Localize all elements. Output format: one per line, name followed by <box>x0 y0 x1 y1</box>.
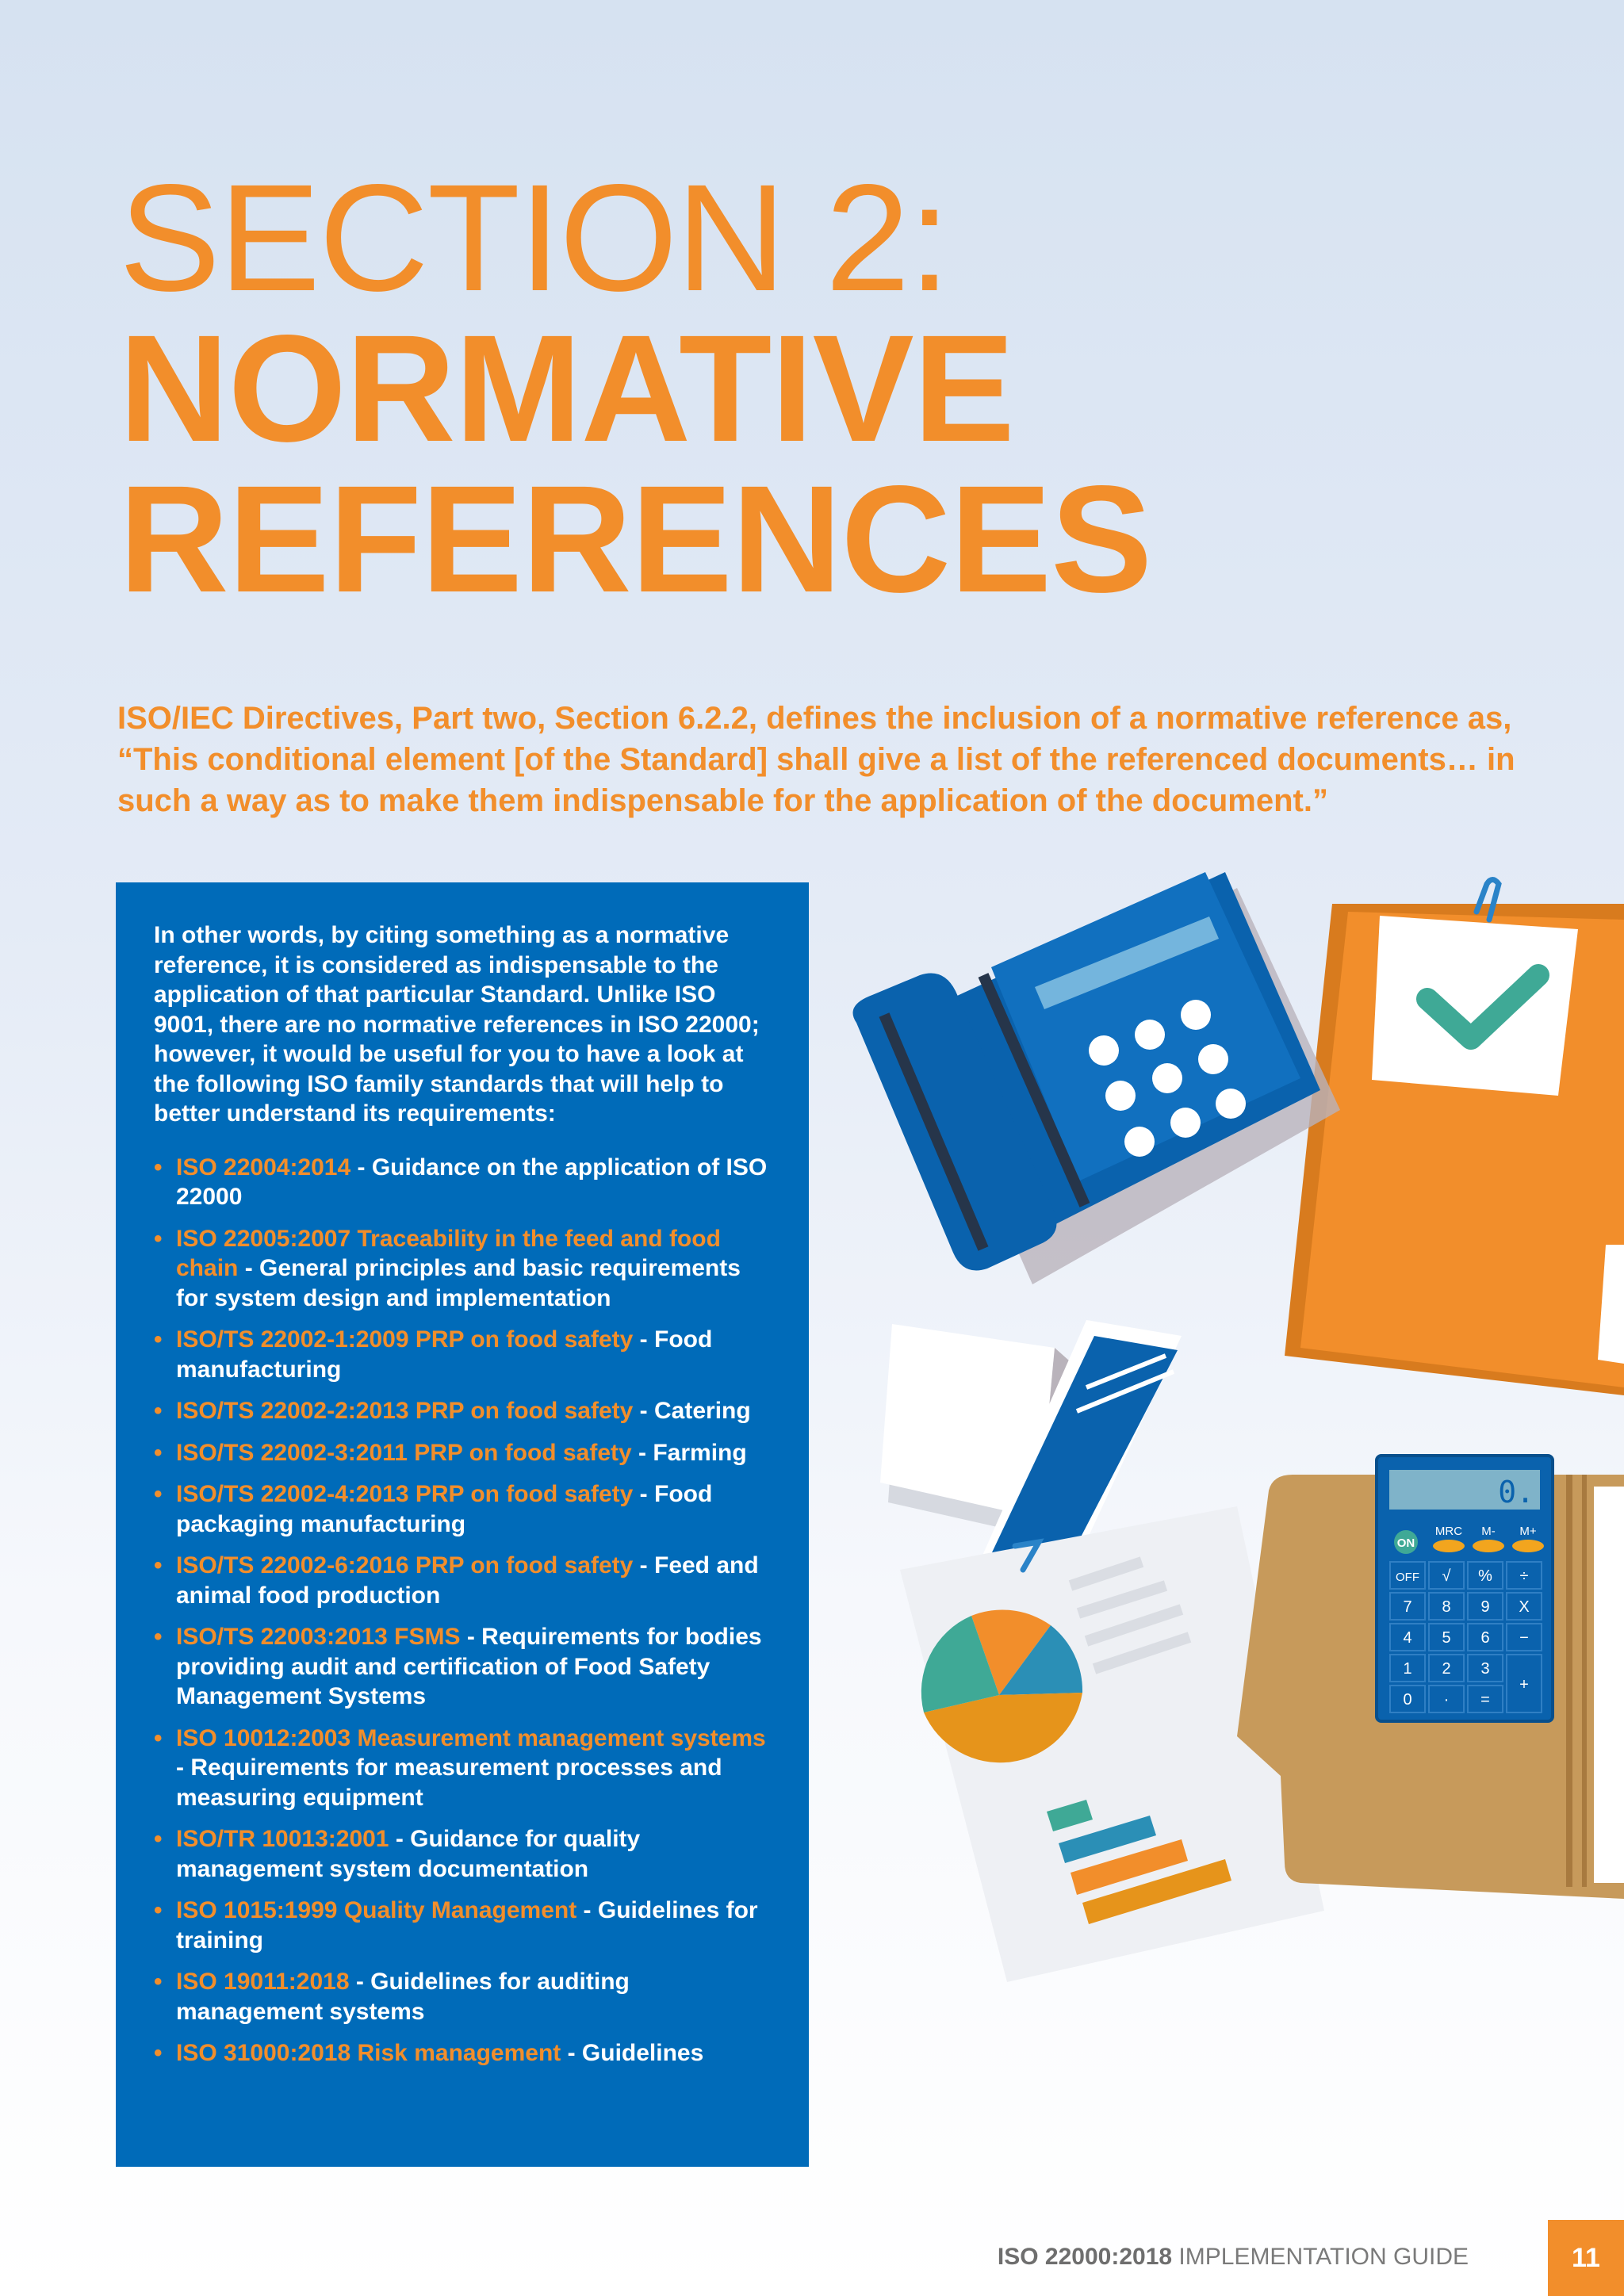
reference-code: ISO 22005:2007 Traceability in the feed and food chain <box>176 1225 721 1281</box>
reference-item <box>154 1724 772 1813</box>
calculator-key: 0 <box>1403 1691 1412 1709</box>
reference-description: - Catering <box>633 1398 751 1424</box>
calculator-memory-key: M+ <box>1519 1525 1537 1538</box>
section-title-number: SECTION 2: <box>119 152 949 323</box>
footer-doc-name: IMPLEMENTATION GUIDE <box>1172 2244 1469 2270</box>
reference-code: ISO 22004:2014 <box>176 1154 351 1181</box>
calculator-key: 3 <box>1480 1660 1490 1678</box>
section-title <box>119 152 1152 624</box>
calculator-key: = <box>1480 1691 1490 1709</box>
office-illustration <box>825 872 1624 1998</box>
footer-doc-code: ISO 22000:2018 <box>997 2244 1173 2270</box>
reference-description: - Guidelines for training <box>176 1897 758 1954</box>
reference-code: ISO 31000:2018 Risk management <box>176 2040 561 2066</box>
calculator-key: 6 <box>1480 1629 1490 1647</box>
reference-item <box>154 1824 772 1884</box>
reference-item <box>154 1967 772 2026</box>
reference-description: - Farming <box>631 1439 747 1466</box>
reference-description: - Guidance on the application of ISO 22000 <box>176 1154 768 1210</box>
calculator-key: − <box>1519 1629 1529 1647</box>
reference-item <box>154 1551 772 1610</box>
reference-item <box>154 2038 772 2068</box>
bullet-icon: • <box>154 1481 163 1507</box>
telephone-illustration <box>853 872 1341 1284</box>
bullet-icon: • <box>154 1552 163 1578</box>
bullet-icon: • <box>154 1439 163 1466</box>
reference-code: ISO/TS 22002-2:2013 PRP on food safety <box>176 1398 634 1424</box>
reference-code: ISO/TS 22002-6:2016 PRP on food safety <box>176 1552 634 1578</box>
calculator-key: 4 <box>1403 1629 1412 1647</box>
box-paragraph: In other words, by citing something as a normative reference, it is considered as indispensable to the application of that particular Standard. Unlike ISO 9001, there are no normative references in ISO 22000; however, it would be useful for you to have a look at the following ISO family standards that will help to better understand its requirements: <box>154 922 760 1127</box>
reference-list <box>154 1153 772 2068</box>
reference-description: - General principles and basic requirements for system design and implementation <box>176 1255 741 1311</box>
bullet-icon: • <box>154 1326 163 1353</box>
reference-item <box>154 1438 772 1468</box>
reference-code: ISO/TS 22002-3:2011 PRP on food safety <box>176 1439 632 1466</box>
reference-code: ISO/TS 22003:2013 FSMS <box>176 1624 461 1650</box>
calculator-key: X <box>1519 1598 1530 1616</box>
reference-code: ISO 19011:2018 <box>176 1969 350 1995</box>
reference-description: - Guidelines for auditing management systems <box>176 1969 630 2025</box>
reference-code: ISO/TS 22002-4:2013 PRP on food safety <box>176 1481 634 1507</box>
reference-code: ISO 1015:1999 Quality Management <box>176 1897 577 1923</box>
bullet-icon: • <box>154 1969 163 1995</box>
section-title-line-normative: NORMATIVE <box>119 303 1014 473</box>
normative-references-box <box>116 882 809 2167</box>
bullet-icon: • <box>154 2040 163 2066</box>
reference-description: - Food packaging manufacturing <box>176 1481 713 1537</box>
calculator-key: 9 <box>1480 1598 1490 1616</box>
calculator-key: 8 <box>1442 1598 1451 1616</box>
bullet-icon: • <box>154 1225 163 1252</box>
intro-quote: ISO/IEC Directives, Part two, Section 6.2.2, defines the inclusion of a normative reference as, “This conditional element [of the Standard] shall give a list of the referenced documents… in such a way as to make them indispensable for the application of the document.” <box>117 701 1515 818</box>
calculator-display: 0. <box>1498 1475 1534 1510</box>
orange-folder-illustration <box>1285 880 1624 1396</box>
calculator-memory-key: M- <box>1481 1525 1496 1538</box>
calculator-key: OFF <box>1396 1571 1419 1584</box>
reference-item <box>154 1622 772 1712</box>
reference-description: - Guidance for quality management system documentation <box>176 1826 641 1882</box>
reference-description: - Guidelines <box>561 2040 704 2066</box>
calculator-key: + <box>1519 1676 1529 1693</box>
calculator-key: 2 <box>1442 1660 1451 1678</box>
bullet-icon: • <box>154 1398 163 1424</box>
footer-document-title <box>998 2244 1469 2271</box>
reference-item <box>154 1396 772 1426</box>
calculator-key: · <box>1443 1691 1450 1709</box>
calculator-key: ÷ <box>1519 1567 1529 1585</box>
reference-code: ISO 10012:2003 Measurement management systems <box>176 1724 766 1751</box>
calculator-memory-key: MRC <box>1434 1525 1463 1538</box>
reference-description: - Food manufacturing <box>176 1326 713 1383</box>
page-number: 11 <box>1548 2220 1624 2296</box>
reference-description: - Feed and animal food production <box>176 1552 759 1609</box>
section-title-line-references: REFERENCES <box>119 453 1152 624</box>
bullet-icon: • <box>154 1897 163 1923</box>
reference-item <box>154 1479 772 1539</box>
reference-description: - Requirements for bodies providing audit and certification of Food Safety Management Systems <box>176 1624 762 1709</box>
reference-code: ISO/TS 22002-1:2009 PRP on food safety <box>176 1326 634 1353</box>
reference-description: - Requirements for measurement processes and measuring equipment <box>176 1755 722 1811</box>
reference-item <box>154 1325 772 1384</box>
calculator-key: 7 <box>1403 1598 1412 1616</box>
calculator-on-key: ON <box>1396 1536 1415 1550</box>
calculator-key: % <box>1478 1567 1492 1585</box>
reference-item <box>154 1896 772 1955</box>
calculator-key: √ <box>1442 1567 1451 1585</box>
calculator-key: 5 <box>1442 1629 1451 1647</box>
bullet-icon: • <box>154 1154 163 1181</box>
calculator-key: 1 <box>1403 1660 1412 1678</box>
reference-item <box>154 1153 772 1212</box>
reference-item <box>154 1224 772 1314</box>
reference-code: ISO/TR 10013:2001 <box>176 1826 389 1852</box>
calculator-illustration <box>1377 1456 1553 1721</box>
bullet-icon: • <box>154 1724 163 1751</box>
bullet-icon: • <box>154 1826 163 1852</box>
bullet-icon: • <box>154 1624 163 1650</box>
